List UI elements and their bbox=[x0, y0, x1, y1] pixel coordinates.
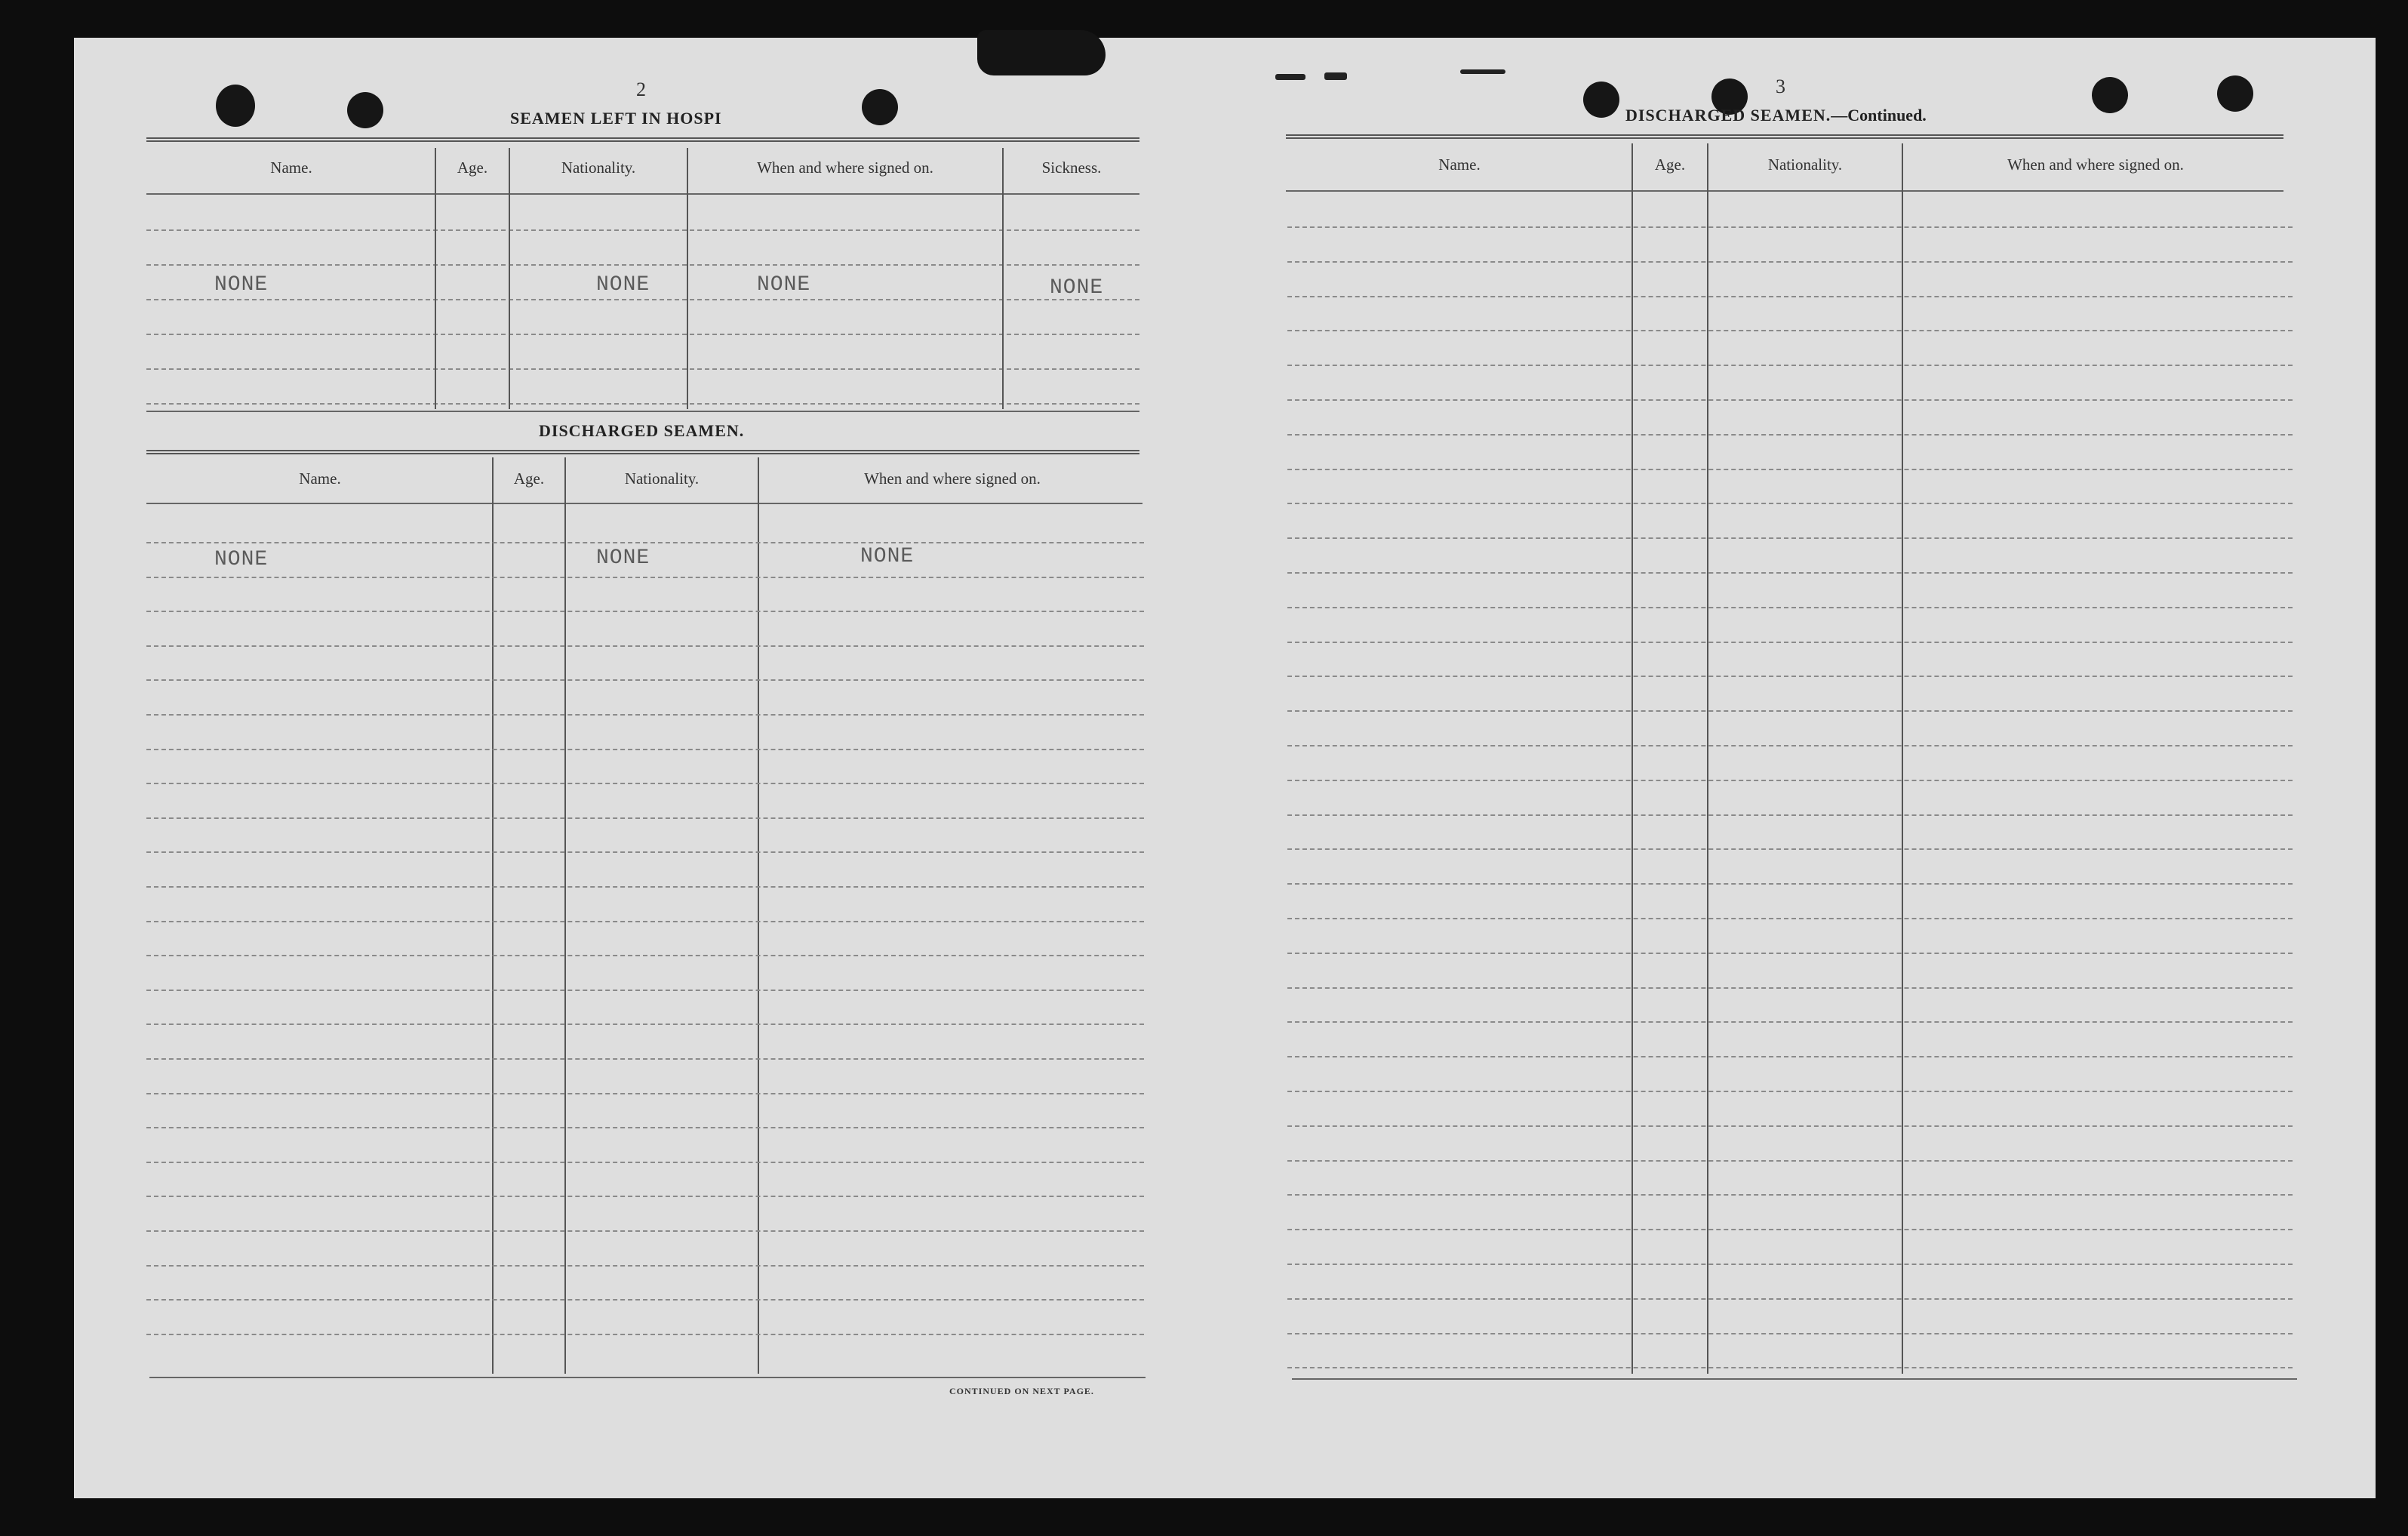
dotted-row-line bbox=[1287, 987, 2293, 989]
dotted-row-line bbox=[146, 1334, 1144, 1335]
column-header-name: Name. bbox=[299, 469, 341, 488]
dotted-row-line bbox=[1287, 607, 2293, 608]
dotted-row-line bbox=[146, 1127, 1144, 1128]
dotted-row-line bbox=[1287, 434, 2293, 436]
column-divider bbox=[1002, 148, 1004, 409]
section-title-hospital: SEAMEN LEFT IN HOSPI bbox=[510, 109, 722, 128]
dotted-row-line bbox=[1287, 1194, 2293, 1196]
punch-hole bbox=[216, 85, 255, 127]
dotted-row-line bbox=[146, 1299, 1144, 1301]
column-divider bbox=[1707, 143, 1708, 1374]
ink-smudge bbox=[1324, 72, 1347, 80]
dotted-row-line bbox=[1287, 503, 2293, 504]
rule bbox=[146, 450, 1139, 454]
bottom-rule bbox=[1292, 1378, 2297, 1380]
column-divider bbox=[492, 457, 494, 1374]
page-number-left: 2 bbox=[636, 78, 646, 100]
dotted-row-line bbox=[1287, 642, 2293, 643]
dotted-row-line bbox=[1287, 953, 2293, 954]
punch-hole bbox=[2217, 75, 2253, 112]
dotted-row-line bbox=[1287, 1021, 2293, 1023]
dotted-row-line bbox=[1287, 1160, 2293, 1162]
dotted-row-line bbox=[1287, 261, 2293, 263]
column-divider bbox=[564, 457, 566, 1374]
dotted-row-line bbox=[1287, 1298, 2293, 1300]
header-rule bbox=[146, 193, 1139, 195]
dotted-row-line bbox=[146, 886, 1144, 888]
dotted-row-line bbox=[1287, 1333, 2293, 1334]
title-continued: —Continued. bbox=[1831, 106, 1927, 125]
dotted-row-line bbox=[146, 990, 1144, 991]
dotted-row-line bbox=[146, 645, 1144, 647]
dotted-row-line bbox=[146, 714, 1144, 716]
dotted-row-line bbox=[1287, 1125, 2293, 1127]
dotted-row-line bbox=[146, 1093, 1144, 1094]
column-divider bbox=[435, 148, 436, 409]
dotted-row-line bbox=[146, 921, 1144, 922]
dotted-row-line bbox=[146, 368, 1139, 370]
column-header-nationality: Nationality. bbox=[561, 159, 636, 177]
dotted-row-line bbox=[1287, 572, 2293, 574]
punch-hole bbox=[2092, 77, 2128, 113]
hospital-signed-on-entry: NONE bbox=[757, 273, 811, 297]
dotted-row-line bbox=[146, 1162, 1144, 1163]
dotted-row-line bbox=[1287, 745, 2293, 746]
dotted-row-line bbox=[1287, 710, 2293, 712]
column-header-age: Age. bbox=[1654, 155, 1686, 174]
column-divider bbox=[687, 148, 688, 409]
dotted-row-line bbox=[146, 403, 1139, 405]
dotted-row-line bbox=[1287, 676, 2293, 677]
rule bbox=[1286, 134, 2283, 139]
hospital-sickness-entry: NONE bbox=[1050, 276, 1104, 300]
page-number-right: 3 bbox=[1776, 75, 1785, 97]
dotted-row-line bbox=[1287, 1229, 2293, 1230]
punch-hole bbox=[347, 92, 383, 128]
column-divider bbox=[1631, 143, 1633, 1374]
header-rule bbox=[146, 503, 1142, 504]
dotted-row-line bbox=[146, 1058, 1144, 1060]
column-header-nationality: Nationality. bbox=[624, 469, 700, 488]
dotted-row-line bbox=[1287, 330, 2293, 331]
dotted-row-line bbox=[1287, 296, 2293, 297]
dotted-row-line bbox=[146, 1230, 1144, 1232]
dotted-row-line bbox=[1287, 814, 2293, 816]
dotted-row-line bbox=[1287, 1367, 2293, 1368]
dotted-row-line bbox=[1287, 537, 2293, 539]
rule bbox=[146, 137, 1139, 142]
punch-hole bbox=[862, 89, 898, 125]
hospital-nationality-entry: NONE bbox=[596, 273, 650, 297]
dotted-row-line bbox=[146, 1265, 1144, 1267]
ink-smudge bbox=[1275, 74, 1305, 80]
dotted-row-line bbox=[146, 783, 1144, 784]
dotted-row-line bbox=[146, 299, 1139, 300]
paper-tear bbox=[977, 30, 1106, 75]
discharged-name-entry: NONE bbox=[214, 548, 269, 571]
dotted-row-line bbox=[146, 851, 1144, 853]
punch-hole bbox=[1583, 82, 1619, 118]
dotted-row-line bbox=[1287, 848, 2293, 850]
dotted-row-line bbox=[1287, 918, 2293, 919]
discharged-signed-on-entry: NONE bbox=[860, 545, 915, 568]
section-rule bbox=[146, 411, 1139, 412]
ink-smudge bbox=[1460, 69, 1505, 74]
column-header-nationality: Nationality. bbox=[1767, 155, 1843, 174]
bottom-rule bbox=[149, 1377, 1146, 1378]
column-header-signed-on: When and where signed on. bbox=[2007, 155, 2184, 174]
continued-note: CONTINUED ON NEXT PAGE. bbox=[949, 1386, 1094, 1396]
dotted-row-line bbox=[1287, 365, 2293, 366]
column-header-signed-on: When and where signed on. bbox=[864, 469, 1041, 488]
dotted-row-line bbox=[1287, 1264, 2293, 1265]
column-header-name: Name. bbox=[1438, 155, 1481, 174]
column-divider bbox=[1902, 143, 1903, 1374]
dotted-row-line bbox=[1287, 226, 2293, 228]
dotted-row-line bbox=[146, 1196, 1144, 1197]
title-main: DISCHARGED SEAMEN. bbox=[1625, 106, 1831, 125]
column-divider bbox=[509, 148, 510, 409]
dotted-row-line bbox=[1287, 1091, 2293, 1092]
dotted-row-line bbox=[146, 611, 1144, 612]
dotted-row-line bbox=[146, 955, 1144, 956]
section-title-discharged-continued bbox=[1625, 106, 1927, 125]
discharged-nationality-entry: NONE bbox=[596, 546, 650, 570]
dotted-row-line bbox=[146, 577, 1144, 578]
hospital-name-entry: NONE bbox=[214, 273, 269, 297]
column-header-name: Name. bbox=[270, 159, 312, 177]
dotted-row-line bbox=[146, 679, 1144, 681]
dotted-row-line bbox=[1287, 1056, 2293, 1057]
dotted-row-line bbox=[146, 542, 1144, 543]
column-header-signed-on: When and where signed on. bbox=[757, 159, 933, 177]
dotted-row-line bbox=[146, 264, 1139, 266]
column-header-age: Age. bbox=[513, 469, 545, 488]
section-title-discharged: DISCHARGED SEAMEN. bbox=[539, 421, 745, 440]
dotted-row-line bbox=[146, 749, 1144, 750]
dotted-row-line bbox=[146, 334, 1139, 335]
header-rule bbox=[1286, 190, 2283, 192]
dotted-row-line bbox=[1287, 780, 2293, 781]
dotted-row-line bbox=[146, 817, 1144, 819]
dotted-row-line bbox=[1287, 469, 2293, 470]
dotted-row-line bbox=[146, 1023, 1144, 1025]
column-divider bbox=[758, 457, 759, 1374]
dotted-row-line bbox=[1287, 399, 2293, 401]
dotted-row-line bbox=[1287, 883, 2293, 885]
document-sheet bbox=[74, 38, 2376, 1498]
column-header-sickness: Sickness. bbox=[1041, 159, 1102, 177]
column-header-age: Age. bbox=[457, 159, 488, 177]
dotted-row-line bbox=[146, 229, 1139, 231]
